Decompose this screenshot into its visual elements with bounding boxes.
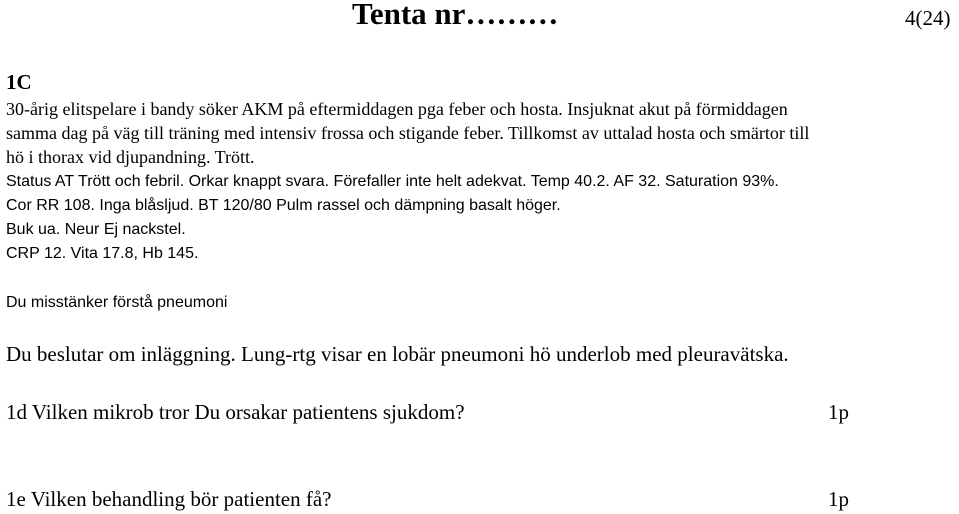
status-line: Cor RR 108. Inga blåsljud. BT 120/80 Pulm rassel och dämpning basalt höger. [6, 197, 561, 214]
status-line: Buk ua. Neur Ej nackstel. [6, 221, 186, 238]
status-line: CRP 12. Vita 17.8, Hb 145. [6, 245, 199, 262]
page-number: 4(24) [905, 6, 951, 30]
question-id: 1C [6, 70, 32, 94]
subquestion-1d-text: 1d Vilken mikrob tror Du orsakar patientens sjukdom? [6, 400, 465, 424]
subquestion-1e-points: 1p [828, 487, 849, 511]
case-text-line: samma dag på väg till träning med intensiv frossa och stigande feber. Tillkomst av uttalad hosta och smärtor till [6, 123, 810, 143]
suspicion-text: Du misstänker förstå pneumoni [6, 294, 228, 311]
case-text-line: 30-årig elitspelare i bandy söker AKM på eftermiddagen pga feber och hosta. Insjuknat akut på förmiddagen [6, 99, 788, 119]
decision-text: Du beslutar om inläggning. Lung-rtg visar en lobär pneumoni hö underlob med pleuravätska. [6, 342, 789, 366]
case-text-line: hö i thorax vid djupandning. Trött. [6, 147, 255, 167]
subquestion-1d-points: 1p [828, 400, 849, 424]
status-line: Status AT Trött och febril. Orkar knappt svara. Förefaller inte helt adekvat. Temp 40.2. AF 32. Saturation 93%. [6, 173, 779, 190]
exam-title: Tenta nr……… [352, 0, 559, 31]
subquestion-1e-text: 1e Vilken behandling bör patienten få? [6, 487, 332, 511]
